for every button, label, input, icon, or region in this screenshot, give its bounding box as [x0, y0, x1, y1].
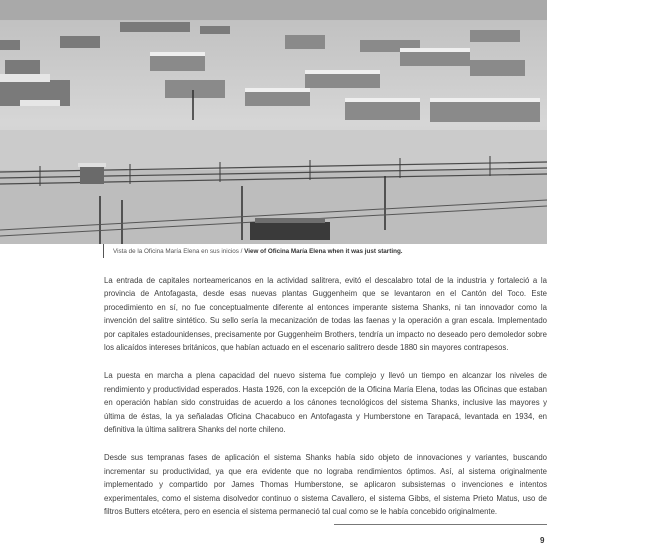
paragraph-3: Desde sus tempranas fases de aplicación el sistema Shanks había sido objeto de innovaciones y variantes, buscando incrementar su productividad, ya que era evidente que no lograba rendimientos óptimos. Así, al sistema originalmente implementado y compartido por James Thomas Humberstone, se aplicaron subsistemas o invenciones e intentos experimentales, como el sistema disolvedor continuo o sistema Cavallero, el sistema Gibbs, el sistema Prieto Matus, uso de filtros Butters etcétera, pero en esencia el sistema permaneció tal cual como se le había concebido originalmente. [104, 453, 547, 517]
caption-spanish: Vista de la Oficina María Elena en sus inicios / [113, 248, 245, 255]
paragraph-1: La entrada de capitales norteamericanos en la actividad salitrera, evitó el descalabro total de la industria y fortaleció a la provincia de Antofagasta, desde esas nuevas plantas Guggenheim que se levantaron en el Cantón del Toco. Este procedimiento en sí, no fue conceptualmente diferente al entonces imperante sistema Shanks, ni tan innovador como la invención del salitre sintético. Su sello sería la mecanización de todas las faenas y la operación a gran escala. Implementado por capitales estadounidenses, precisamente por Guggenheim Brothers, tendría un impacto no deseado pero demoledor sobre los alicaídos intereses británicos, que habían actuado en el escenario salitrero desde 1880 sin mayores contrapesos. [104, 276, 547, 353]
page-number: 9 [540, 536, 545, 545]
caption-english: View of Oficina María Elena when it was just starting. [244, 248, 403, 255]
paragraph-2: La puesta en marcha a plena capacidad del nuevo sistema fue complejo y llevó un tiempo en alcanzar los niveles de rendimiento y productividad esperados. Hasta 1926, con la excepción de la Oficina María Elena, todas las Oficinas que estaban en operación habían sido construidas de acuerdo a los cánones tecnológicos del sistema Shanks, inclusive las mayores y última de éstas, la ya señaladas Oficina Chacabuco en Antofagasta y Humberstone en Tarapacá, levantada en 1934, en definitiva la última salitrera Shanks del norte chileno. [104, 371, 547, 435]
oficina-maria-elena-photo [0, 0, 547, 244]
footer-rule [334, 524, 547, 525]
figure-caption [113, 248, 547, 255]
body-text [104, 274, 547, 534]
caption-rule [103, 244, 104, 258]
photo-illustration [0, 0, 547, 244]
